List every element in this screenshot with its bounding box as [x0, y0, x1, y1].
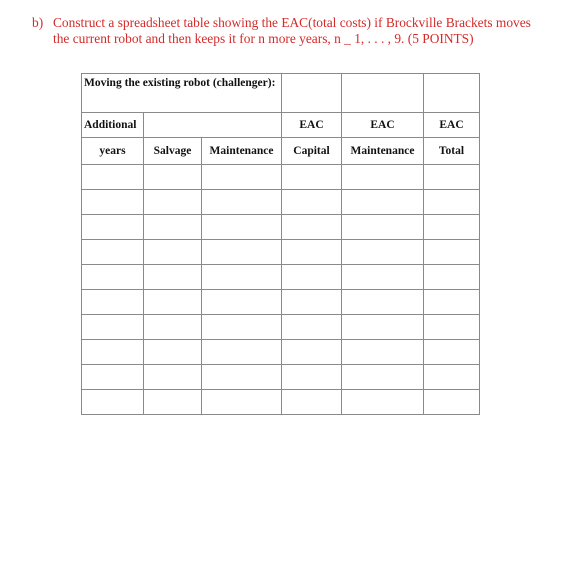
table-cell[interactable] — [342, 390, 424, 415]
table-cell[interactable] — [144, 315, 202, 340]
table-cell[interactable] — [144, 215, 202, 240]
table-cell[interactable] — [342, 190, 424, 215]
table-cell[interactable] — [282, 190, 342, 215]
table-cell[interactable] — [342, 215, 424, 240]
table-cell[interactable] — [144, 390, 202, 415]
table-cell[interactable] — [424, 290, 480, 315]
table-cell[interactable] — [82, 190, 144, 215]
table-cell[interactable] — [342, 240, 424, 265]
table-row — [82, 265, 480, 290]
table-cell[interactable] — [424, 165, 480, 190]
table-cell[interactable] — [144, 340, 202, 365]
header-eac-total-top[interactable]: EAC — [424, 113, 480, 138]
table-row — [82, 340, 480, 365]
table-cell[interactable] — [342, 340, 424, 365]
header-additional[interactable]: Additional — [82, 113, 144, 138]
table-row — [82, 215, 480, 240]
table-cell[interactable] — [282, 265, 342, 290]
table-cell[interactable] — [82, 265, 144, 290]
header-top-blank[interactable] — [144, 113, 202, 138]
table-cell[interactable] — [202, 215, 282, 240]
table-cell[interactable] — [82, 215, 144, 240]
table-cell[interactable] — [342, 74, 424, 113]
table-header-row-top — [82, 113, 480, 138]
table-cell[interactable] — [424, 340, 480, 365]
table-cell[interactable] — [424, 365, 480, 390]
table-cell[interactable] — [202, 240, 282, 265]
question-line-1: Construct a spreadsheet table showing the EAC(total costs) if Brockville Brackets moves — [53, 15, 531, 30]
header-capital[interactable]: Capital — [282, 138, 342, 165]
header-eac-capital-top[interactable]: EAC — [282, 113, 342, 138]
question-text — [32, 15, 562, 47]
table-cell[interactable] — [282, 290, 342, 315]
table-cell[interactable] — [82, 365, 144, 390]
table-cell[interactable] — [144, 365, 202, 390]
table-cell[interactable] — [82, 165, 144, 190]
table-title-row — [82, 74, 480, 113]
table-cell[interactable] — [82, 240, 144, 265]
question-line-2: the current robot and then keeps it for n more years, n _ 1, . . . , 9. (5 POINTS) — [53, 31, 474, 46]
table-cell[interactable] — [202, 290, 282, 315]
header-maintenance[interactable]: Maintenance — [202, 138, 282, 165]
table-cell[interactable] — [424, 390, 480, 415]
table-title-cell[interactable]: Moving the existing robot (challenger): — [82, 74, 282, 113]
table-cell[interactable] — [282, 390, 342, 415]
table-cell[interactable] — [202, 365, 282, 390]
table-cell[interactable] — [202, 315, 282, 340]
header-top-blank[interactable] — [202, 113, 282, 138]
table-cell[interactable] — [342, 165, 424, 190]
table-row — [82, 390, 480, 415]
table-cell[interactable] — [342, 365, 424, 390]
table-cell[interactable] — [202, 340, 282, 365]
table-cell[interactable] — [144, 190, 202, 215]
header-eac-maintenance[interactable]: Maintenance — [342, 138, 424, 165]
table-cell[interactable] — [144, 290, 202, 315]
table-cell[interactable] — [424, 240, 480, 265]
table-cell[interactable] — [342, 290, 424, 315]
table-cell[interactable] — [342, 315, 424, 340]
table-cell[interactable] — [202, 165, 282, 190]
table-row — [82, 165, 480, 190]
table-cell[interactable] — [144, 240, 202, 265]
table-cell[interactable] — [424, 315, 480, 340]
table-cell[interactable] — [282, 340, 342, 365]
table-cell[interactable] — [424, 215, 480, 240]
table-cell[interactable] — [82, 315, 144, 340]
header-eac-maintenance-top[interactable]: EAC — [342, 113, 424, 138]
table-cell[interactable] — [202, 265, 282, 290]
table-cell[interactable] — [424, 74, 480, 113]
table-cell[interactable] — [144, 165, 202, 190]
table-cell[interactable] — [282, 165, 342, 190]
table-cell[interactable] — [82, 340, 144, 365]
header-salvage[interactable]: Salvage — [144, 138, 202, 165]
table-row — [82, 190, 480, 215]
table-cell[interactable] — [202, 190, 282, 215]
table-cell[interactable] — [282, 215, 342, 240]
table-row — [82, 240, 480, 265]
table-cell[interactable] — [282, 74, 342, 113]
table-cell[interactable] — [424, 190, 480, 215]
table-cell[interactable] — [202, 390, 282, 415]
table-row — [82, 315, 480, 340]
table-header-row — [82, 138, 480, 165]
table-cell[interactable] — [82, 290, 144, 315]
question-marker: b) — [32, 15, 44, 30]
header-total[interactable]: Total — [424, 138, 480, 165]
header-years[interactable]: years — [82, 138, 144, 165]
table-cell[interactable] — [342, 265, 424, 290]
table-cell[interactable] — [82, 390, 144, 415]
table-cell[interactable] — [424, 265, 480, 290]
table-row — [82, 290, 480, 315]
table-cell[interactable] — [282, 365, 342, 390]
table-cell[interactable] — [282, 240, 342, 265]
table-cell[interactable] — [282, 315, 342, 340]
spreadsheet-table — [81, 73, 480, 415]
table-row — [82, 365, 480, 390]
table-cell[interactable] — [144, 265, 202, 290]
